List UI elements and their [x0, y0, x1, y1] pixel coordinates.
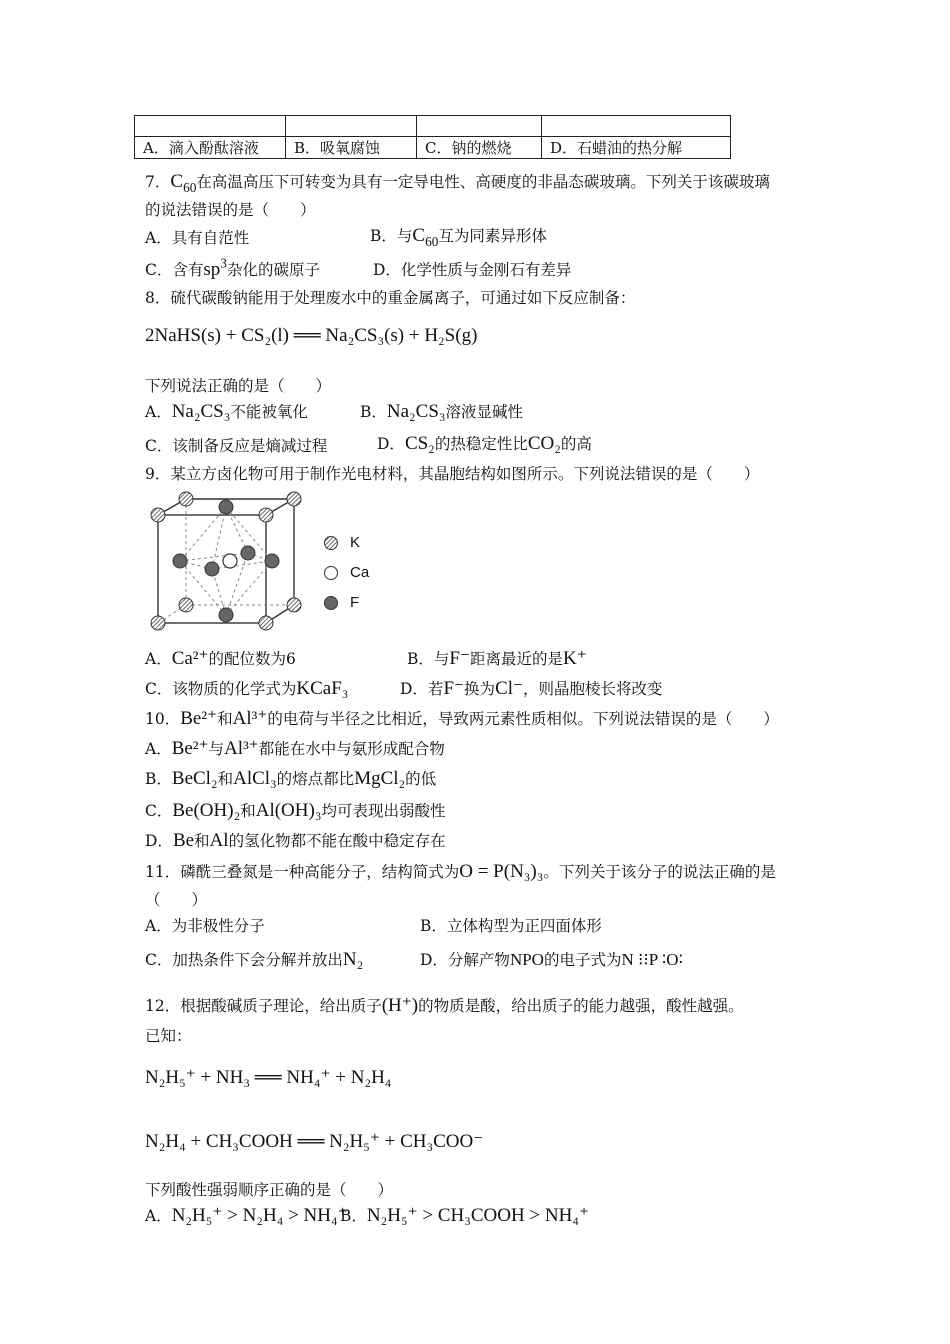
q7-option-d: D．化学性质与金刚石有差异: [373, 261, 572, 279]
table-cell: D．石蜡油的热分解: [542, 137, 731, 159]
q11-paren: （ ）: [145, 891, 208, 909]
crystal-legend-markers: [322, 535, 342, 613]
legend-k: K: [350, 534, 361, 551]
table-cell-empty: [135, 116, 286, 137]
q10-option-d: D．Be和Al的氢化物都不能在酸中稳定存在: [145, 830, 446, 851]
formula: $C_{60}$: [170, 171, 197, 195]
q8-prompt: 下列说法正确的是（ ）: [145, 377, 332, 395]
q8-option-a: A．Na₂CS₃不能被氧化: [145, 401, 308, 422]
q12-stem: 12．根据酸碱质子理论，给出质子(H⁺)的物质是酸，给出质子的能力越强，酸性越强。: [145, 995, 744, 1016]
q9-option-b: B．与F⁻距离最近的是K⁺: [407, 648, 587, 669]
q9-stem: 9．某立方卤化物可用于制作光电材料，其晶胞结构如图所示。下列说法错误的是（ ）: [145, 465, 760, 483]
table-cell-empty: [542, 116, 731, 137]
lewis-structure: N ⁝⁝P ∶O∶: [621, 950, 684, 969]
q12-option-b: B．N₂H₅⁺ > CH₃COOH > NH₄⁺: [340, 1205, 589, 1226]
q9-option-c: C．该物质的化学式为KCaF₃: [145, 678, 349, 699]
q9-option-d: D．若F⁻换为Cl⁻，则晶胞棱长将改变: [400, 678, 663, 699]
q10-option-b: B．BeCl₂和AlCl₃的熔点都比MgCl₂的低: [145, 768, 437, 789]
legend-f: F: [350, 594, 360, 611]
q12-known: 已知：: [145, 1027, 192, 1045]
q12-option-a: A．N₂H₅⁺ > N₂H₄ > NH₄⁺: [145, 1205, 348, 1226]
q11-option-a: A．为非极性分子: [145, 917, 265, 935]
q8-equation: 2NaHS(s) + CS₂(l) ══ Na₂CS₃(s) + H₂S(g): [145, 325, 478, 346]
table-cell: B．吸氧腐蚀: [286, 137, 417, 159]
question-number: 7．: [145, 173, 171, 191]
q9-option-a: A．Ca²⁺的配位数为6: [145, 648, 296, 669]
table-cell-empty: [417, 116, 542, 137]
q7-stem: [145, 170, 770, 193]
q7-option-a: A．具有自范性: [145, 229, 250, 247]
q7-stem-line2: 的说法错误的是（ ）: [145, 201, 316, 219]
table-cell-empty: [286, 116, 417, 137]
table-cell: C．钠的燃烧: [417, 137, 542, 159]
q10-option-a: A．Be²⁺与Al³⁺都能在水中与氨形成配合物: [145, 738, 445, 759]
q10-stem: 10．Be²⁺和Al³⁺的电荷与半径之比相近，导致两元素性质相似。下列说法错误的是（ ）: [145, 708, 779, 729]
question-text: 在高温高压下可转变为具有一定导电性、高硬度的非晶态碳玻璃。下列关于该碳玻璃: [196, 173, 770, 191]
q11-option-d: D．分解产物NPO的电子式为N ⁝⁝P ∶O∶: [420, 950, 684, 969]
q11-option-c: C．加热条件下会分解并放出N₂: [145, 949, 364, 970]
crystal-cell-diagram: [148, 487, 308, 633]
legend-ca: Ca: [350, 564, 370, 581]
q12-prompt: 下列酸性强弱顺序正确的是（ ）: [145, 1181, 394, 1199]
table-cell: A．滴入酚酞溶液: [135, 137, 286, 159]
q7-option-b: B．与$C_{60}$互为同素异形体: [370, 225, 547, 249]
q12-equation-2: N₂H₄ + CH₃COOH ══ N₂H₅⁺ + CH₃COO⁻: [145, 1131, 484, 1152]
q10-option-c: C．Be(OH)₂和Al(OH)₃均可表现出弱酸性: [145, 800, 446, 821]
q11-option-b: B．立体构型为正四面体形: [420, 917, 602, 935]
q7-option-c: C．含有$sp^3$杂化的碳原子: [145, 255, 320, 280]
q8-stem: 8．硫代碳酸钠能用于处理废水中的重金属离子，可通过如下反应制备：: [145, 289, 636, 307]
q12-equation-1: N₂H₅⁺ + NH₃ ══ NH₄⁺ + N₂H₄: [145, 1067, 392, 1088]
q8-option-d: D．CS₂的热稳定性比CO₂的高: [377, 433, 592, 454]
options-table: [134, 115, 731, 159]
q11-stem: 11．磷酰三叠氮是一种高能分子，结构简式为O = P(N₃)₃。下列关于该分子的说法正确的是: [145, 861, 776, 882]
q8-option-c: C．该制备反应是熵减过程: [145, 437, 328, 455]
q8-option-b: B．Na₂CS₃溶液显碱性: [360, 401, 524, 422]
